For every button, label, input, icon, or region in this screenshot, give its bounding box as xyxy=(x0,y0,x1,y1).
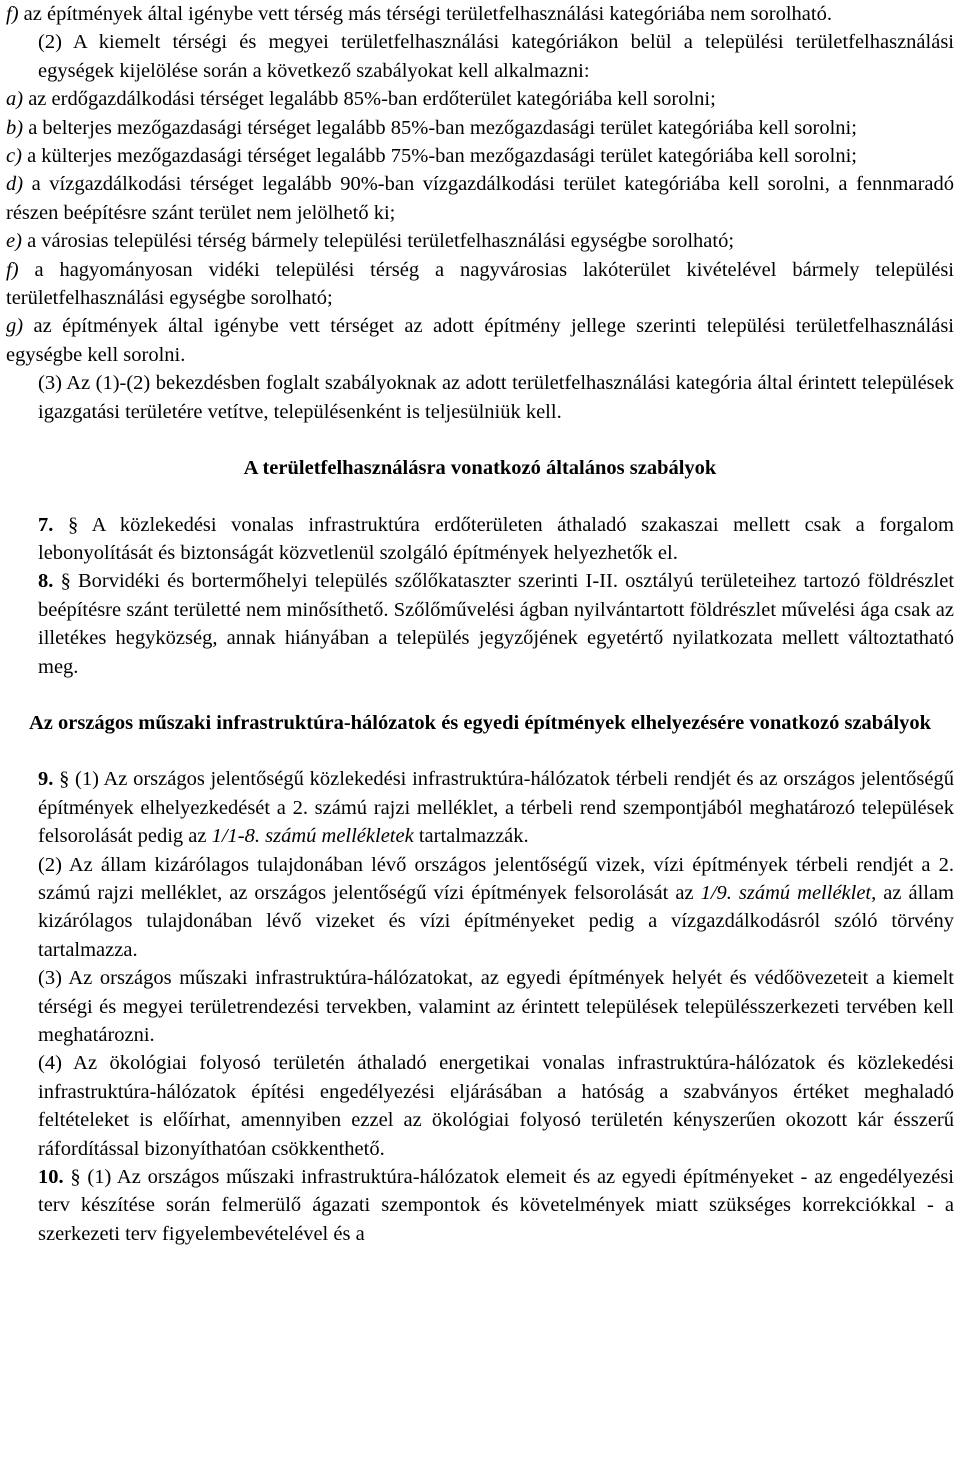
item-text: a külterjes mezőgazdasági térséget legalább 75%-ban mezőgazdasági terület kategóriába kell sorolni; xyxy=(21,145,857,168)
item-text: az erdőgazdálkodási térséget legalább 85%-ban erdőterület kategóriába kell sorolni; xyxy=(23,88,716,111)
paragraph-2: (2) A kiemelt térségi és megyei területfelhasználási kategóriákon belül a települési területfelhasználási egységek kijelölése során a következő szabályokat kell alkalmazni: xyxy=(38,31,954,82)
section-9-1 xyxy=(6,765,954,850)
spacer xyxy=(6,681,954,709)
item-b xyxy=(6,114,954,142)
section-heading-infrastructure: Az országos műszaki infrastruktúra-hálózatok és egyedi építmények elhelyezésére vonatkozó szabályok xyxy=(28,711,932,734)
item-text: a belterjes mezőgazdasági térséget legalább 85%-ban mezőgazdasági terület kategóriába kell sorolni; xyxy=(23,116,857,139)
spacer xyxy=(6,737,954,765)
section-text-end: az állam kizárólagos tulajdonában lévő vizeket és vízi építményeket pedig a vízgazdálkodásról szóló törvény tartalmazza. xyxy=(38,881,955,961)
item-text: az építmények által igénybe vett térséget az adott építmény jellege szerinti települési területfelhasználási egységbe kell sorolni. xyxy=(6,315,954,366)
item-text: az építmények által igénybe vett térség más térségi területfelhasználási kategóriába nem sorolható. xyxy=(18,3,832,25)
section-number: 9. xyxy=(38,768,54,791)
item-text: a városias települési térség bármely települési területfelhasználási egységbe sorolható; xyxy=(21,230,735,253)
spacer xyxy=(6,483,954,511)
item-letter: g) xyxy=(6,315,24,338)
item-g xyxy=(6,312,954,369)
section-9-2 xyxy=(6,851,954,965)
item-letter: d) xyxy=(6,173,24,196)
section-text: Borvidéki és bortermőhelyi település szőlőkataszter szerinti I-II. osztályú területeihez tartozó földrészlet beépítésre szánt területté nem minősíthető. Szőlőművelési ágban nyilvántartott földrészlet művelési ága csak az illetékes hegyközség, annak hiányában a település jegyzőjének egyetértő nyilatkozata mellett változtatható meg. xyxy=(38,570,955,678)
item-letter: f) xyxy=(6,3,19,25)
section-10 xyxy=(6,1163,954,1248)
paragraph-sign: § xyxy=(67,513,79,536)
item-f xyxy=(6,256,954,313)
section-heading-general-rules: A területfelhasználásra vonatkozó általános szabályok xyxy=(243,457,717,480)
annex-reference: 1/9. számú melléklet, xyxy=(700,881,877,904)
spacer xyxy=(6,426,954,454)
section-number: 10. xyxy=(38,1166,64,1189)
item-letter: c) xyxy=(6,145,22,168)
section-number: 8. xyxy=(38,570,54,593)
section-text: (1) Az országos jelentőségű közlekedési infrastruktúra-hálózatok térbeli rendjét és az országos jelentőségű építmények elhelyezkedését a 2. számú rajzi melléklet, a térbeli rend szempontjából meghatározó települések felsorolását pedig az xyxy=(38,768,954,848)
item-a xyxy=(6,85,954,113)
section-text: (2) Az állam kizárólagos tulajdonában lévő országos jelentőségű vizek, vízi építmények térbeli rendjét a 2. számú rajzi melléklet, az országos jelentőségű vízi építmények felsorolását az xyxy=(38,853,954,904)
section-text: (1) Az országos műszaki infrastruktúra-hálózatok elemeit és az egyedi építményeket - az engedélyezési terv készítése során felmerülő ágazati szempontok és követelmények miatt szükséges korrekciókkal - a szerkezeti terv figyelembevételével és a xyxy=(38,1166,955,1245)
section-text: A közlekedési vonalas infrastruktúra erdőterületen áthaladó szakaszai mellett csak a forgalom lebonyolítását és biztonságát közvetlenül szolgáló építmények helyezhetők el. xyxy=(38,513,954,564)
paragraph-f-continuation xyxy=(6,0,954,28)
section-number: 7. xyxy=(38,513,54,536)
paragraph-sign: § xyxy=(60,570,71,593)
section-9-3: (3) Az országos műszaki infrastruktúra-hálózatokat, az egyedi építmények helyét és védőövezeteit a kiemelt térségi és megyei területrendezési tervekben, valamint az érintett települések településszerkezeti tervében kell meghatározni. xyxy=(38,967,954,1046)
item-c xyxy=(6,142,954,170)
item-letter: b) xyxy=(6,116,24,139)
paragraph-sign: § xyxy=(59,768,70,791)
item-letter: f) xyxy=(6,258,19,281)
document-page xyxy=(6,0,954,1248)
item-text: a hagyományosan vidéki települési térség a nagyvárosias lakóterület kivételével bármely települési területfelhasználási egységbe sorolható; xyxy=(6,258,954,310)
item-letter: e) xyxy=(6,230,22,253)
annex-reference: 1/1-8. számú mellékletek xyxy=(211,825,414,848)
item-e xyxy=(6,227,954,255)
section-text-end: tartalmazzák. xyxy=(413,825,529,848)
item-text: a vízgazdálkodási térséget legalább 90%-ban vízgazdálkodási terület kategóriába kell sorolni, a fennmaradó részen beépítésre szánt terület nem jelölhető ki; xyxy=(6,173,954,224)
section-9-4: (4) Az ökológiai folyosó területén áthaladó energetikai vonalas infrastruktúra-hálózatok és közlekedési infrastruktúra-hálózatok építési engedélyezési eljárásában a hatóság a szabványos értéket meghaladó feltételeket is előírhat, amennyiben ezzel az ökológiai folyosó területén kényszerűen okozott kár ésszerű ráfordítással bizonyíthatóan csökkenthető. xyxy=(38,1052,954,1160)
paragraph-sign: § xyxy=(70,1166,81,1189)
paragraph-3: (3) Az (1)-(2) bekezdésben foglalt szabályoknak az adott területfelhasználási kategória által érintett települések igazgatási területére vetítve, településenként is teljesülniük kell. xyxy=(38,372,954,423)
section-8 xyxy=(6,567,954,681)
item-d xyxy=(6,170,954,227)
section-7 xyxy=(6,511,954,568)
item-letter: a) xyxy=(6,88,24,111)
